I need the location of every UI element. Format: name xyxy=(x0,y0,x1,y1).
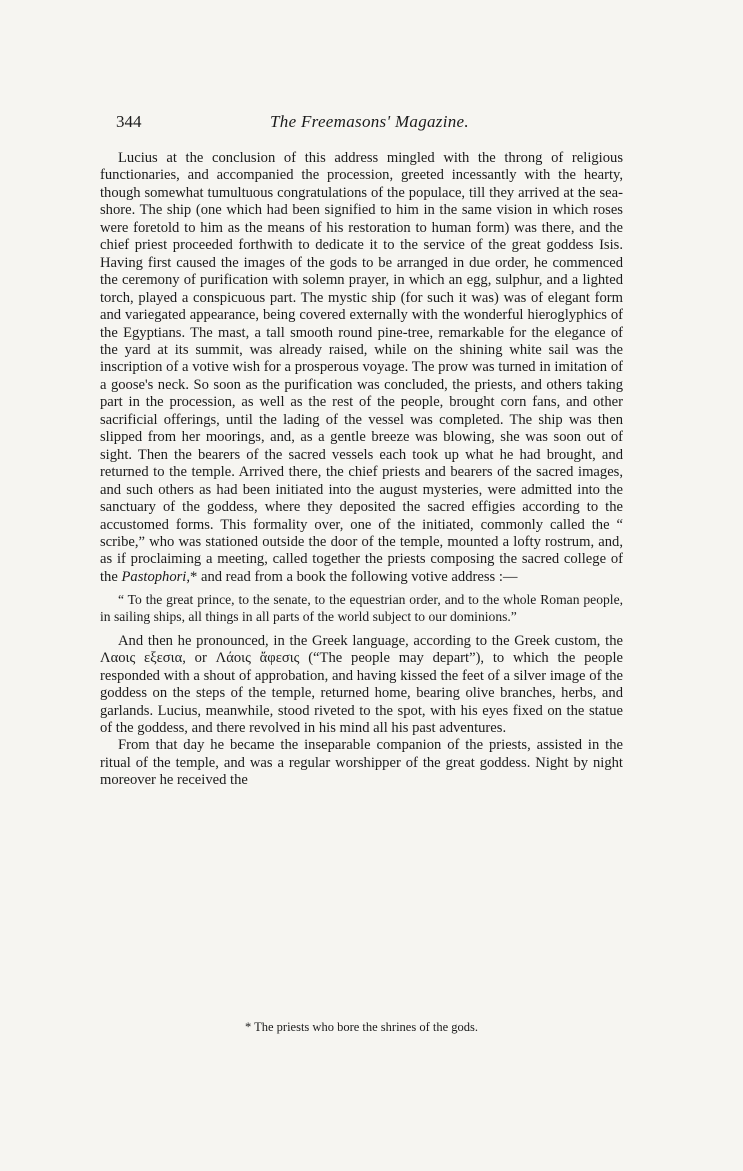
italic-term: Pastophori, xyxy=(121,568,191,585)
article-body xyxy=(100,150,623,790)
paragraph-1-text: Lucius at the conclusion of this address mingled with the throng of religious functionaries, and accompanied the procession, greeted incessantly with the hearty, though somewhat tumultuous congratulations of the populace, till they arrived at the sea-shore. The ship (one which had been signified to him in the same vision in which roses were foretold to him as the means of his restoration to human form) was there, and the chief priest proceeded forthwith to dedicate it to the service of the great goddess Isis. Having first caused the images of the gods to be arranged in due order, he commenced the ceremony of purification with solemn prayer, in which an egg, sulphur, and a lighted torch, played a conspicuous part. The mystic ship (for such it was) was of elegant form and variegated appearance, being covered externally with the wonderful hieroglyphics of the Egyptians. The mast, a tall smooth round pine-tree, remarkable for the elegance of the yard at its summit, was already raised, while on the shining white sail was the inscription of a votive wish for a prosperous voyage. The prow was turned in imitation of a goose's neck. So soon as the purification was concluded, the priests, and others taking part in the procession, as well as the rest of the people, brought corn fans, and other sacrificial offerings, until the lading of the vessel was completed. The ship was then slipped from her moorings, and, as a gentle breeze was blowing, she was soon out of sight. Then the bearers of the sacred vessels each took up what he had brought, and returned to the temple. Arrived there, the chief priests and bearers of the sacred images, and such others as had been initiated into the august mysteries, were admitted into the sanctuary of the goddess, where they deposited the sacred effigies according to the accustomed forms. This formality over, one of the initiated, commonly called the “ scribe,” who was stationed outside the door of the temple, mounted a lofty rostrum, and, as if proclaiming a meeting, called together the priests composing the sacred college of the xyxy=(100,150,623,585)
footnote-marker: * xyxy=(190,568,198,585)
page-header xyxy=(116,112,623,136)
paragraph-3: From that day he became the inseparable companion of the priests, assisted in the ritual of the temple, and was a regular worshipper of the great goddess. Night by night moreover he received the xyxy=(100,737,623,789)
page-number: 344 xyxy=(116,112,142,131)
paragraph-2: And then he pronounced, in the Greek language, according to the Greek custom, the Λαοις εξεσια, or Λάοις ἄφεσις (“The people may depart”), to which the people responded with a shout of approbation, and having kissed the feet of a silver image of the goddess on the steps of the temple, returned home, bearing olive branches, herbs, and garlands. Lucius, meanwhile, stood riveted to the spot, with his eyes fixed on the statue of the goddess, and there revolved in his mind all his past adventures. xyxy=(100,632,623,736)
votive-quote: “ To the great prince, to the senate, to the equestrian order, and to the whole Roman people, in sailing ships, all things in all parts of the world subject to our dominions.” xyxy=(100,592,623,624)
footnote: * The priests who bore the shrines of the gods. xyxy=(244,1020,479,1034)
paragraph-1-tail: and read from a book the following votive address :— xyxy=(197,568,518,585)
running-title: The Freemasons' Magazine. xyxy=(270,112,469,131)
paragraph-1 xyxy=(100,150,623,586)
